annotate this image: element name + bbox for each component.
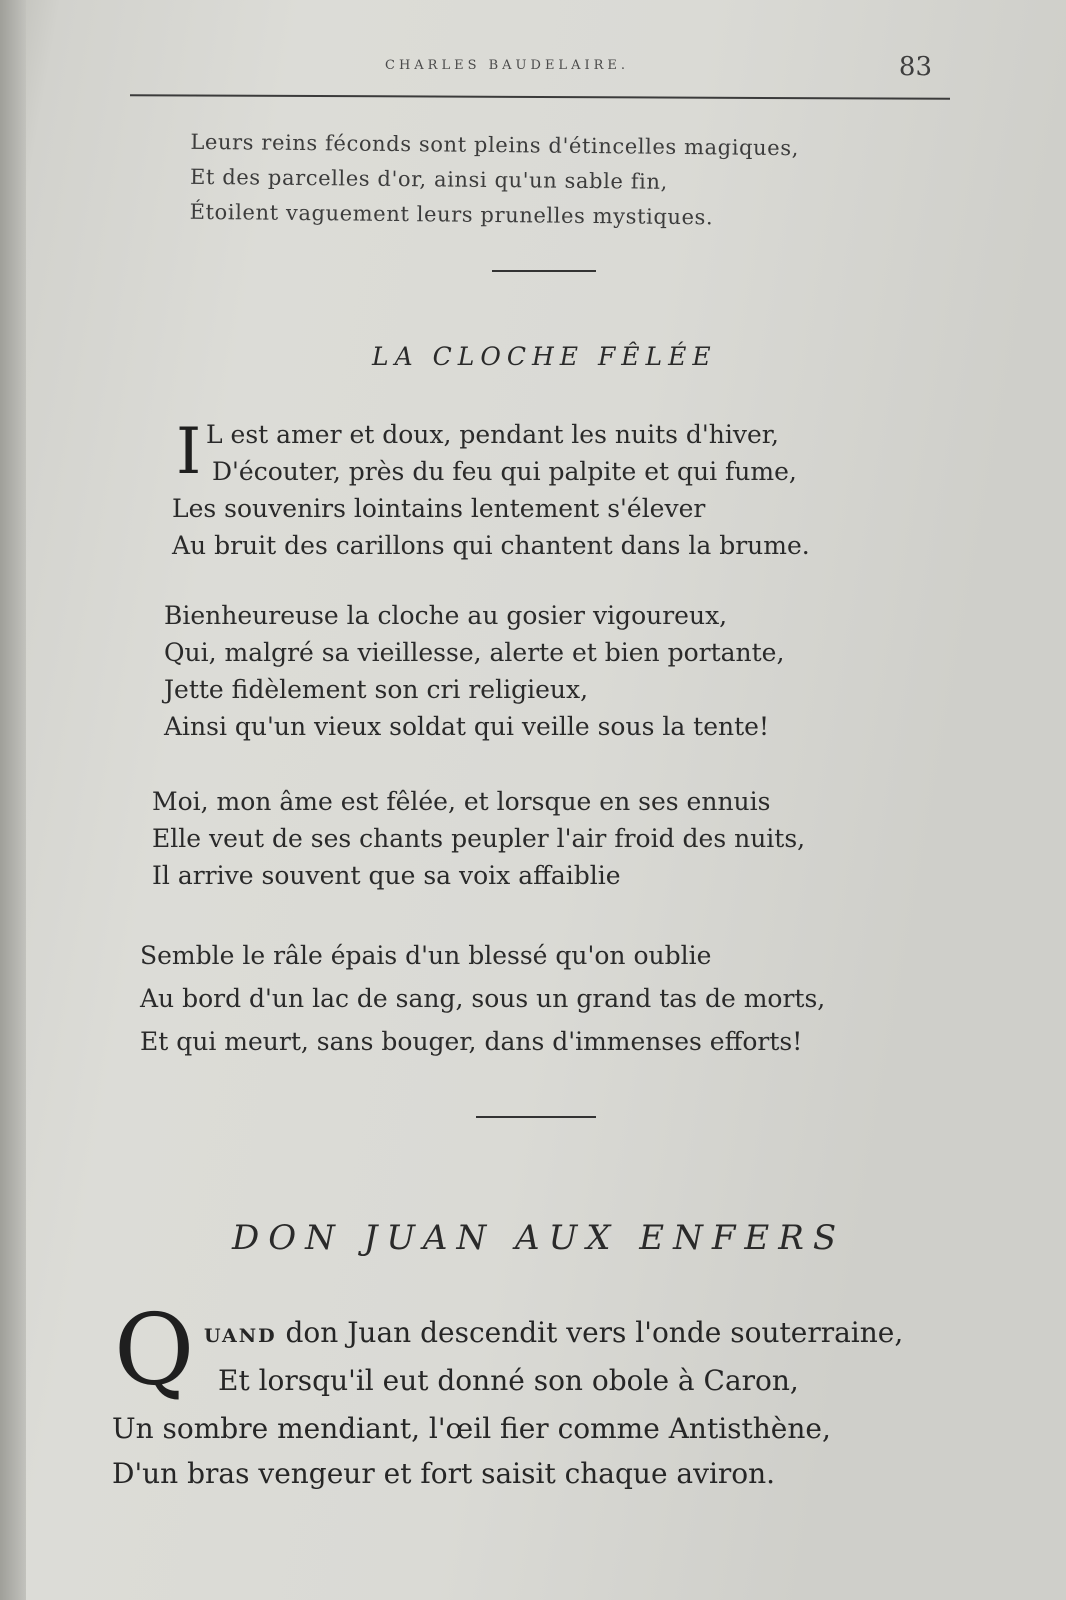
first-line [206, 416, 779, 453]
stanza [218, 1358, 799, 1403]
page-number: 83 [898, 52, 932, 82]
verse-line: Au bord d'un lac de sang, sous un grand tas de morts, [140, 984, 826, 1013]
section-divider [492, 270, 596, 272]
stanza [164, 597, 784, 745]
drop-cap: I [176, 415, 202, 489]
verse-line: Moi, mon âme est fêlée, et lorsque en ses ennuis [152, 787, 771, 816]
verse-line: Étoilent vaguement leurs prunelles mystiques. [189, 199, 714, 230]
stanza [172, 490, 810, 564]
poem-title: DON JUAN AUX ENFERS [232, 1218, 846, 1258]
verse-line: Ainsi qu'un vieux soldat qui veille sous la tente! [164, 712, 770, 741]
stanza [112, 1406, 831, 1496]
stanza [212, 453, 797, 490]
verse-line: Bienheureuse la cloche au gosier vigoureux, [164, 601, 728, 630]
verse-line: Un sombre mendiant, l'œil fier comme Antisthène, [112, 1412, 831, 1445]
verse-line: Les souvenirs lointains lentement s'élever [172, 494, 706, 523]
verse-line: Leurs reins féconds sont pleins d'étincelles magiques, [190, 129, 800, 161]
verse-line: Et lorsqu'il eut donné son obole à Caron, [218, 1364, 799, 1397]
verse-line [204, 1310, 903, 1359]
verse-line: D'un bras vengeur et fort saisit chaque aviron. [112, 1457, 776, 1490]
header-rule [130, 94, 950, 100]
verse-line: Et qui meurt, sans bouger, dans d'immenses efforts! [140, 1027, 803, 1056]
verse-line: Qui, malgré sa vieillesse, alerte et bien portante, [164, 638, 785, 667]
first-line [204, 1310, 903, 1359]
running-title: CHARLES BAUDELAIRE. [385, 58, 629, 73]
poem-title: LA CLOCHE FÊLÉE [372, 342, 717, 371]
drop-cap: Q [114, 1294, 195, 1408]
top-stanza [189, 125, 799, 236]
stanza [152, 783, 805, 894]
verse-line: L est amer et doux, pendant les nuits d'hiver, [206, 420, 779, 449]
verse-line: D'écouter, près du feu qui palpite et qui fume, [212, 457, 797, 486]
stanza [140, 934, 825, 1063]
verse-line: Au bruit des carillons qui chantent dans la brume. [172, 531, 810, 560]
verse-line: Semble le râle épais d'un blessé qu'on oublie [140, 941, 712, 970]
small-caps-word: UAND [204, 1325, 277, 1347]
verse-line: Il arrive souvent que sa voix affaiblie [152, 861, 621, 890]
section-divider [476, 1116, 596, 1118]
verse-line: Elle veut de ses chants peupler l'air froid des nuits, [152, 824, 806, 853]
running-head [130, 52, 950, 102]
verse-line: Et des parcelles d'or, ainsi qu'un sable fin, [189, 164, 668, 194]
verse-line: Jette fidèlement son cri religieux, [164, 675, 589, 704]
first-line-text: don Juan descendit vers l'onde souterraine, [276, 1316, 904, 1349]
